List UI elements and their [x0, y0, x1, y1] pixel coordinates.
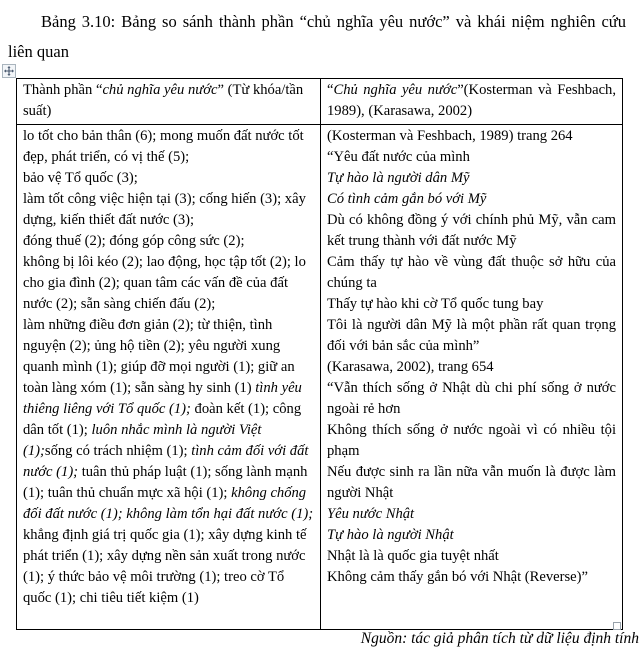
- italic-text-run: Yêu nước Nhật: [327, 506, 415, 522]
- text-paragraph: [327, 357, 616, 378]
- text-run: Không cảm thấy gắn bó với Nhật (Reverse)”: [327, 569, 588, 585]
- text-paragraph: [327, 315, 616, 357]
- move-arrows-icon: [4, 66, 14, 76]
- text-paragraph: [327, 378, 616, 420]
- text-paragraph: [23, 80, 314, 122]
- text-paragraph: [327, 80, 616, 122]
- italic-text-run: chủ nghĩa yêu nước: [102, 82, 218, 98]
- text-paragraph: [327, 168, 616, 189]
- header-cell-concepts: [321, 79, 623, 125]
- text-paragraph: [23, 315, 314, 609]
- text-run: Thành phần “: [23, 82, 103, 98]
- italic-text-run: luôn nhắc mình là người Việt (1);: [23, 422, 262, 459]
- text-run: đoàn kết (1); công dân tốt (1);: [23, 401, 302, 438]
- text-paragraph: [23, 189, 314, 231]
- text-run: Cảm thấy tự hào về vùng đất thuộc sở hữu của chúng ta: [327, 254, 616, 291]
- text-paragraph: [327, 504, 616, 525]
- text-run: Nhật là là quốc gia tuyệt nhất: [327, 548, 499, 564]
- text-paragraph: [327, 567, 616, 588]
- text-paragraph: [327, 462, 616, 504]
- table-move-handle[interactable]: [2, 64, 16, 78]
- comparison-table: [16, 78, 623, 630]
- text-run: làm những điều đơn giản (2); từ thiện, tình nguyện (2); ủng hộ tiền (2); yêu người xung quanh mình (1); giúp đỡ mọi người (1); giữ an toàn làng xóm (1); sẵn sàng hy sinh (1): [23, 317, 295, 396]
- italic-text-run: Tự hào là người dân Mỹ: [327, 170, 470, 186]
- italic-text-run: Có tình cảm gắn bó với Mỹ: [327, 191, 487, 207]
- text-run: Không thích sống ở nước ngoài vì có nhiều tội phạm: [327, 422, 616, 459]
- text-paragraph: [23, 126, 314, 168]
- text-paragraph: [327, 252, 616, 294]
- source-note: Nguồn: tác giả phân tích từ dữ liệu định tính: [360, 630, 639, 647]
- text-run: không bị lôi kéo (2); lao động, học tập tốt (2); lo cho gia đình (2); quan tâm các vấn đề của đất nước (2); sẵn sàng chiến đấu (2);: [23, 254, 306, 312]
- text-run: Nếu được sinh ra lần nữa vẫn muốn là được làm người Nhật: [327, 464, 616, 501]
- text-run: “Yêu đất nước của mình: [327, 149, 470, 165]
- italic-text-run: không chống đối đất nước (1); không làm tổn hại đất nước (1);: [23, 485, 314, 522]
- italic-text-run: tình yêu thiêng liêng với Tổ quốc (1);: [23, 380, 302, 417]
- table-caption: Bảng 3.10: Bảng so sánh thành phần “chủ nghĩa yêu nước” và khái niệm nghiên cứu liên quan: [8, 12, 626, 61]
- italic-text-run: Chủ nghĩa yêu nước: [333, 82, 458, 98]
- text-paragraph: [327, 294, 616, 315]
- text-paragraph: [327, 126, 616, 147]
- text-run: Dù có không đồng ý với chính phủ Mỹ, vẫn cam kết trung thành với đất nước Mỹ: [327, 212, 616, 249]
- text-run: (Karasawa, 2002), trang 654: [327, 359, 494, 375]
- table-body-row: [17, 125, 623, 630]
- text-paragraph: [327, 210, 616, 252]
- text-run: “Vẫn thích sống ở Nhật dù chi phí sống ở nước ngoài rẻ hơn: [327, 380, 616, 417]
- text-run: khẳng định giá trị quốc gia (1); xây dựng kinh tế phát triển (1); xây dựng nền sản xuất trong nước (1); ý thức bảo vệ môi trường (1); treo cờ Tổ quốc (1); chi tiêu tiết kiệm (1): [23, 527, 307, 606]
- text-run: ” (Từ khóa/tần suất): [23, 82, 304, 119]
- text-run: tuân thủ pháp luật (1); sống lành mạnh (1); tuân thủ chuẩn mực xã hội (1);: [23, 464, 308, 501]
- text-run: lo tốt cho bản thân (6); mong muốn đất nước tốt đẹp, phát triển, có vị thế (5);: [23, 128, 304, 165]
- text-run: làm tốt công việc hiện tại (3); cống hiến (3); xây dựng, kiến thiết đất nước (3);: [23, 191, 306, 228]
- text-run: bảo vệ Tổ quốc (3);: [23, 170, 138, 186]
- text-paragraph: [23, 168, 314, 189]
- text-paragraph: [327, 189, 616, 210]
- text-paragraph: [327, 525, 616, 546]
- text-paragraph: [327, 147, 616, 168]
- text-paragraph: [327, 546, 616, 567]
- italic-text-run: tình cảm đối với đất nước (1);: [23, 443, 309, 480]
- text-run: ”(Kosterman và Feshbach, 1989), (Karasawa, 2002): [327, 82, 616, 119]
- text-run: (Kosterman và Feshbach, 1989) trang 264: [327, 128, 573, 144]
- cell-concept-quotes: [321, 125, 623, 630]
- header-cell-components: [17, 79, 321, 125]
- italic-text-run: Tự hào là người Nhật: [327, 527, 454, 543]
- text-paragraph: [327, 420, 616, 462]
- text-run: “: [327, 82, 334, 98]
- cell-components-keywords: [17, 125, 321, 630]
- table-header-row: [17, 79, 623, 125]
- document-page: [0, 7, 642, 652]
- text-paragraph: [23, 231, 314, 252]
- text-paragraph: [23, 252, 314, 315]
- text-run: Tôi là người dân Mỹ là một phần rất quan trọng đối với bản sắc của mình”: [327, 317, 616, 354]
- text-run: sống có trách nhiệm (1);: [44, 443, 192, 459]
- text-run: Thấy tự hào khi cờ Tổ quốc tung bay: [327, 296, 544, 312]
- text-run: đóng thuế (2); đóng góp công sức (2);: [23, 233, 245, 249]
